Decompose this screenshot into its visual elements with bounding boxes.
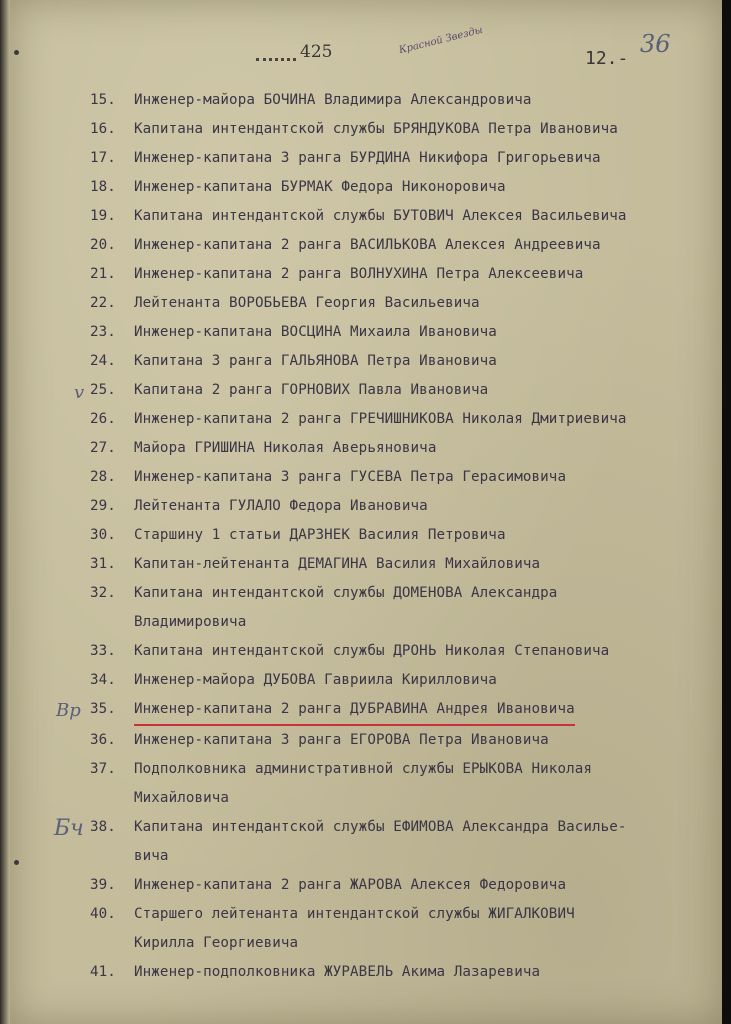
list-item: [90, 405, 720, 434]
list-item-number: 30.: [90, 527, 116, 543]
list-item: [90, 637, 720, 666]
list-item-text: Лейтенанта ВОРОБЬЕВА Георгия Васильевича: [134, 295, 480, 311]
list-item-text: Инженер-капитана 2 ранга ГРЕЧИШНИКОВА Николая Дмитриевича: [134, 411, 627, 427]
list-item-text: Инженер-капитана 3 ранга ЕГОРОВА Петра Ивановича: [134, 732, 549, 748]
list-item: [90, 521, 720, 550]
list-item: [90, 434, 720, 463]
list-item-number: 16.: [90, 121, 116, 137]
list-item-number: 29.: [90, 498, 116, 514]
margin-note-vr: Вр: [56, 700, 81, 721]
list-item: [90, 550, 720, 579]
stamp-note: Красной Звезды: [397, 24, 484, 57]
list-item-number: 19.: [90, 208, 116, 224]
list-item: [90, 318, 720, 347]
list-item: [90, 115, 720, 144]
punch-hole-mark: [14, 50, 19, 55]
list-item-text: вича: [134, 848, 169, 864]
list-item-number: 27.: [90, 440, 116, 456]
list-item-text: Капитана интендантской службы БУТОВИЧ Алексея Васильевича: [134, 208, 627, 224]
list-item-continuation: [90, 608, 720, 637]
list-item-continuation: [90, 784, 720, 813]
list-item-text: Капитана интендантской службы ДРОНЬ Николая Степановича: [134, 643, 610, 659]
list-item-number: 36.: [90, 732, 116, 748]
list-item-text: Инженер-майора БОЧИНА Владимира Александровича: [134, 92, 532, 108]
list-item-text: Инженер-капитана БУРМАК Федора Никоноровича: [134, 179, 506, 195]
list-item-number: 21.: [90, 266, 116, 282]
list-item-text: Инженер-капитана 3 ранга БУРДИНА Никифора Григорьевича: [134, 150, 601, 166]
list-item: [90, 871, 720, 900]
list-item-text: Инженер-капитана 3 ранга ГУСЕВА Петра Герасимовича: [134, 469, 567, 485]
list-item-text: Инженер-капитана 2 ранга ВОЛНУХИНА Петра Алексеевича: [134, 266, 584, 282]
list-item-number: 37.: [90, 761, 116, 777]
pencil-sheet-number: 36: [640, 30, 671, 58]
list-item-number: 22.: [90, 295, 116, 311]
list-item-number: 20.: [90, 237, 116, 253]
list-item-text: Инженер-майора ДУБОВА Гавриила Кирилловича: [134, 672, 497, 688]
list-item-text: Старшину 1 статьи ДАРЗНЕК Василия Петровича: [134, 527, 506, 543]
list-item-number: 33.: [90, 643, 116, 659]
list-item: [90, 86, 720, 115]
list-item: [90, 376, 720, 405]
list-item-number: 35.: [90, 701, 116, 717]
list-item-number: 26.: [90, 411, 116, 427]
list-item-text: Капитана интендантской службы БРЯНДУКОВА Петра Ивановича: [134, 121, 618, 137]
list-item-text: Михайловича: [134, 790, 230, 806]
list-item: [90, 202, 720, 231]
list-item: [90, 347, 720, 376]
list-item-text: Капитана интендантской службы ДОМЕНОВА Александра: [134, 585, 558, 601]
list-item-number: 24.: [90, 353, 116, 369]
list-item-text: Майора ГРИШИНА Николая Аверьяновича: [134, 440, 437, 456]
list-item-number: 15.: [90, 92, 116, 108]
list-item-number: 34.: [90, 672, 116, 688]
list-item-text: Инженер-капитана ВОСЦИНА Михаила Ивановича: [134, 324, 497, 340]
list-item-number: 28.: [90, 469, 116, 485]
list-item: [90, 900, 720, 929]
list-item-text: Инженер-подполковника ЖУРАВЕЛЬ Акима Лазаревича: [134, 964, 541, 980]
page-number: 425: [300, 42, 333, 62]
margin-check-mark: v: [74, 382, 85, 403]
list-item: [90, 958, 720, 987]
list-item-number: 18.: [90, 179, 116, 195]
list-item-text: Лейтенанта ГУЛАЛО Федора Ивановича: [134, 498, 428, 514]
list-item-number: 17.: [90, 150, 116, 166]
list-item: [90, 579, 720, 608]
list-item: [90, 813, 720, 842]
list-item: [90, 695, 720, 726]
list-item-number: 38.: [90, 819, 116, 835]
list-item-number: 25.: [90, 382, 116, 398]
list-item-text: Инженер-капитана 2 ранга ДУБРАВИНА Андрея Ивановича: [134, 695, 575, 726]
list-item-number: 31.: [90, 556, 116, 572]
list-item: [90, 726, 720, 755]
list-item-number: 23.: [90, 324, 116, 340]
list-item: [90, 144, 720, 173]
list-item-text: Владимировича: [134, 614, 247, 630]
list-item-number: 32.: [90, 585, 116, 601]
list-item-continuation: [90, 929, 720, 958]
list-item-text: Инженер-капитана 2 ранга ВАСИЛЬКОВА Алексея Андреевича: [134, 237, 601, 253]
list-item: [90, 666, 720, 695]
list-item-text: Подполковника административной службы ЕРЫКОВА Николая: [134, 761, 593, 777]
list-item-text: Капитана интендантской службы ЕФИМОВА Александра Васильe-: [134, 819, 627, 835]
page-number-dashes: [256, 58, 296, 65]
list-item-continuation: [90, 842, 720, 871]
list-item-number: 39.: [90, 877, 116, 893]
sheet-number: 12.-: [585, 48, 629, 69]
list-item-number: 40.: [90, 906, 116, 922]
list-item: [90, 173, 720, 202]
margin-note-bch: Бч: [54, 816, 84, 841]
list-item: [90, 289, 720, 318]
list-item-text: Кирилла Георгиевича: [134, 935, 299, 951]
list-item-number: 41.: [90, 964, 116, 980]
list-item-text: Капитана 3 ранга ГАЛЬЯНОВА Петра Ивановича: [134, 353, 497, 369]
list-item-text: Старшего лейтенанта интендантской службы ЖИГАЛКОВИЧ: [134, 906, 575, 922]
list-item: [90, 231, 720, 260]
award-list: [90, 86, 720, 987]
list-item: [90, 463, 720, 492]
list-item: [90, 492, 720, 521]
punch-hole-mark: [14, 860, 19, 865]
list-item: [90, 260, 720, 289]
list-item-text: Инженер-капитана 2 ранга ЖАРОВА Алексея Федоровича: [134, 877, 567, 893]
list-item: [90, 755, 720, 784]
list-item-text: Капитана 2 ранга ГОРНОВИХ Павла Ивановича: [134, 382, 489, 398]
list-item-text: Капитан-лейтенанта ДЕМАГИНА Василия Михайловича: [134, 556, 541, 572]
